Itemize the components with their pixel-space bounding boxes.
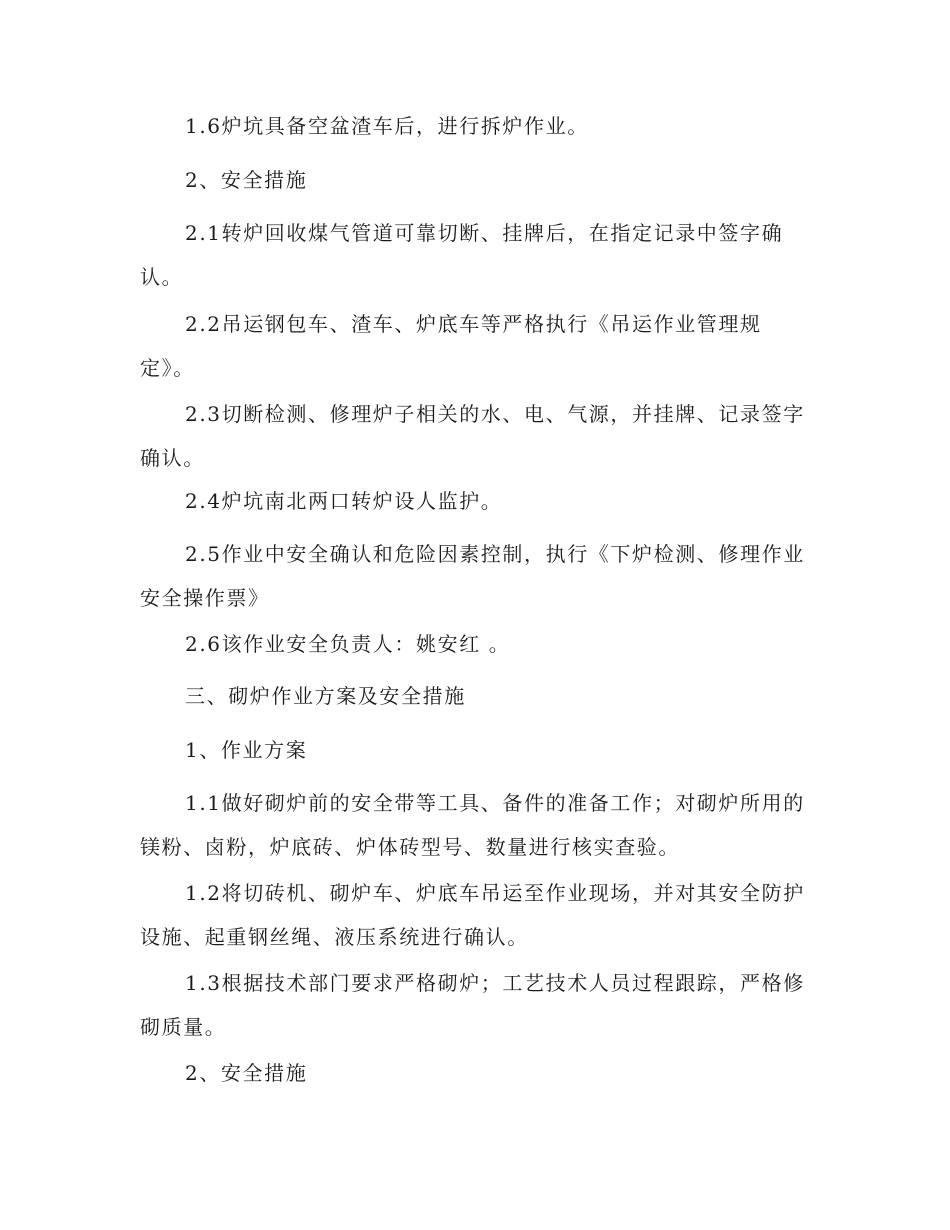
paragraph-2-3: 2.3切断检测、修理炉子相关的水、电、气源，并挂牌、记录签字确认。 <box>140 402 805 470</box>
paragraph-2-2: 2.2吊运钢包车、渣车、炉底车等严格执行《吊运作业管理规定》。 <box>140 312 762 380</box>
paragraph-1-3: 1.3根据技术部门要求严格砌炉；工艺技术人员过程跟踪，严格修砌质量。 <box>140 971 805 1039</box>
heading-work-plan: 1、作业方案 <box>185 738 308 762</box>
heading-safety-measures-2: 2、安全措施 <box>185 1061 308 1085</box>
paragraph-2-5: 2.5作业中安全确认和危险因素控制，执行《下炉检测、修理作业安全操作票》 <box>140 542 805 610</box>
paragraph-1-2: 1.2将切砖机、砌炉车、炉底车吊运至作业现场，并对其安全防护设施、起重钢丝绳、液压系统进行确认。 <box>140 881 805 949</box>
paragraph-1-6: 1.6炉坑具备空盆渣车后，进行拆炉作业。 <box>185 114 589 138</box>
paragraph-2-1: 2.1转炉回收煤气管道可靠切断、挂牌后，在指定记录中签字确认。 <box>140 221 784 289</box>
paragraph-2-4: 2.4炉坑南北两口转炉设人监护。 <box>185 489 503 513</box>
section-heading-3: 三、砌炉作业方案及安全措施 <box>185 684 466 708</box>
paragraph-2-6: 2.6该作业安全负责人：姚安红 。 <box>185 632 511 656</box>
heading-safety-measures: 2、安全措施 <box>185 168 308 192</box>
paragraph-1-1: 1.1做好砌炉前的安全带等工具、备件的准备工作；对砌炉所用的镁粉、卤粉，炉底砖、炉体砖型号、数量进行核实查验。 <box>140 791 805 859</box>
